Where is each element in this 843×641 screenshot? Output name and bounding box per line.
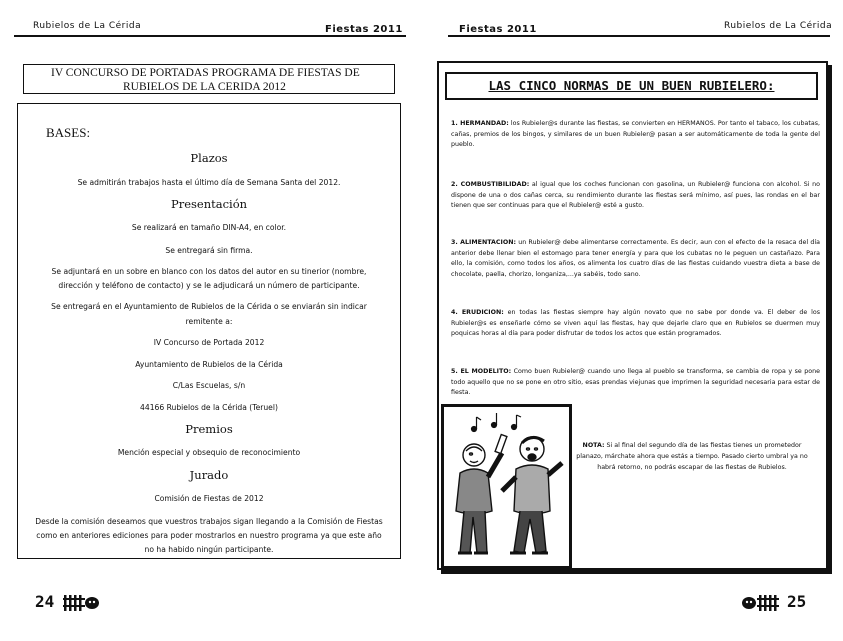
right-header-left: Fiestas 2011	[459, 24, 537, 35]
right-page-number: 25	[787, 592, 807, 611]
fence-cow-icon	[741, 594, 779, 612]
nota-text-block	[575, 441, 809, 473]
norm-1-label: 1. HERMANDAD:	[451, 120, 509, 127]
norm-3	[451, 238, 820, 280]
address-line-2: Ayuntamiento de Rubielos de la Cérida	[135, 360, 283, 369]
contest-title-line2: RUBIELOS DE LA CERIDA 2012	[123, 81, 286, 93]
bases-label: BASES:	[46, 125, 91, 140]
norm-2-text: al igual que los coches funcionan con gasolina, un Rubieler@ funciona con alcohol. Si no dispone de una o dos cañas cerca, su rendimiento durante las fiestas será mínimo, así pues, las rondas en el bar tienen que ser continuas para que el Rubieler@ esté a gusto.	[451, 181, 820, 210]
norm-5-text: Como buen Rubieler@ cuando uno llega al pueblo se transforma, se cambia de ropa y se pone todo aquello que no se pone en otro sitio, esas prendas viejunas que imprimen la seguridad necesaria para estar de fiesta.	[451, 368, 820, 397]
right-header-right: Rubielos de La Cérida	[724, 21, 833, 31]
premios-text: Mención especial y obsequio de reconocimiento	[117, 448, 301, 457]
illustration-frame	[441, 404, 572, 569]
norm-4-text: en todas las fiestas siempre hay algún novato que no sabe por donde va. El deber de los Rubieler@s es enseñarle cómo se viven aquí las fiestas, hay que dejarle claro que en Rubielos se duermen muy poquicas horas al día para poder disfrutar de todos los actos que están programados.	[451, 309, 820, 338]
pres-line-3b: dirección y teléfono de contacto) y se le adjudicará un número de participante.	[58, 281, 360, 290]
address-line-3: C/Las Escuelas, s/n	[172, 381, 246, 390]
norm-1-text: los Rubieler@s durante las fiestas, se convierten en HERMANOS. Por tanto el tabaco, los cubatas, cañas, premios de los bingos, y similares de un buen Rubieler@ pasan a ser automáticamente de toda la gente del pueblo.	[451, 120, 820, 149]
left-header-rule	[14, 35, 406, 37]
jurado-text: Comisión de Fiestas de 2012	[154, 494, 264, 503]
pres-line-3a: Se adjuntará en un sobre en blanco con los datos del autor en su tinerior (nombre,	[51, 267, 367, 276]
plazos-text: Se admitirán trabajos hasta el último día de Semana Santa del 2012.	[77, 178, 341, 187]
closing-line-1: Desde la comisión deseamos que vuestros trabajos sigan llegando a la Comisión de Fiestas	[35, 517, 383, 526]
left-header-right: Fiestas 2011	[325, 24, 403, 35]
contest-title-box	[23, 64, 395, 94]
presentacion-heading: Presentación	[170, 197, 248, 211]
norm-4	[451, 308, 820, 340]
fence-cow-icon	[63, 594, 101, 612]
norm-2	[451, 180, 820, 212]
right-header-rule	[448, 35, 830, 37]
nota-text: Si al final del segundo día de las fiestas tienes un prometedor planazo, márchate ahora que estás a tiempo. Pasado cierto umbral ya no habrá retorno, no podrás escapar de las fiestas de Rubielos.	[576, 442, 808, 471]
bases-box	[17, 103, 401, 559]
address-line-1: IV Concurso de Portada 2012	[153, 338, 265, 347]
pres-line-4a: Se entregará en el Ayuntamiento de Rubielos de la Cérida o se enviarán sin indicar	[51, 302, 367, 311]
premios-heading: Premios	[185, 422, 233, 436]
jurado-heading: Jurado	[189, 468, 229, 482]
plazos-heading: Plazos	[190, 151, 228, 165]
norm-5-label: 5. EL MODELITO:	[451, 368, 512, 375]
norm-2-label: 2. COMBUSTIBILIDAD:	[451, 181, 530, 188]
pres-line-2: Se entregará sin firma.	[165, 246, 253, 255]
left-page-number: 24	[35, 592, 55, 611]
closing-line-3: no ha habido ningún participante.	[144, 545, 274, 554]
norm-4-label: 4. ERUDICION:	[451, 309, 504, 316]
pres-line-4b: remitente a:	[185, 317, 233, 326]
pres-line-1: Se realizará en tamaño DIN-A4, en color.	[131, 223, 287, 232]
norm-3-text: un Rubieler@ debe alimentarse correctamente. Es decir, aun con el efecto de la resaca del día anterior debe llenar bien el estomago para tener energía y para que los cubatas no le peguen un castañazo. Para ello, la comisión, como todos los años, os alimenta los cuatro días de las fiestas cuidando vuestra dieta a base de chocolate, paella, chorizo, longaniza,...ya sabéis, todo sano.	[451, 239, 820, 278]
norm-1	[451, 119, 820, 151]
singing-drunks-illustration	[444, 407, 569, 566]
address-line-4: 44166 Rubielos de la Cérida (Teruel)	[140, 403, 278, 412]
nota-label: NOTA:	[582, 442, 605, 449]
norm-5	[451, 367, 820, 399]
contest-title-line1: IV CONCURSO DE PORTADAS PROGRAMA DE FIESTAS DE	[51, 67, 360, 79]
rules-title-text: LAS CINCO NORMAS DE UN BUEN RUBIELERO:	[488, 78, 775, 93]
rules-title	[445, 72, 818, 100]
norm-3-label: 3. ALIMENTACION:	[451, 239, 517, 246]
closing-line-2: como en anteriores ediciones para poder mostrarlos en nuestro programa ya que este año	[36, 531, 382, 540]
left-header-left: Rubielos de La Cérida	[33, 21, 142, 31]
